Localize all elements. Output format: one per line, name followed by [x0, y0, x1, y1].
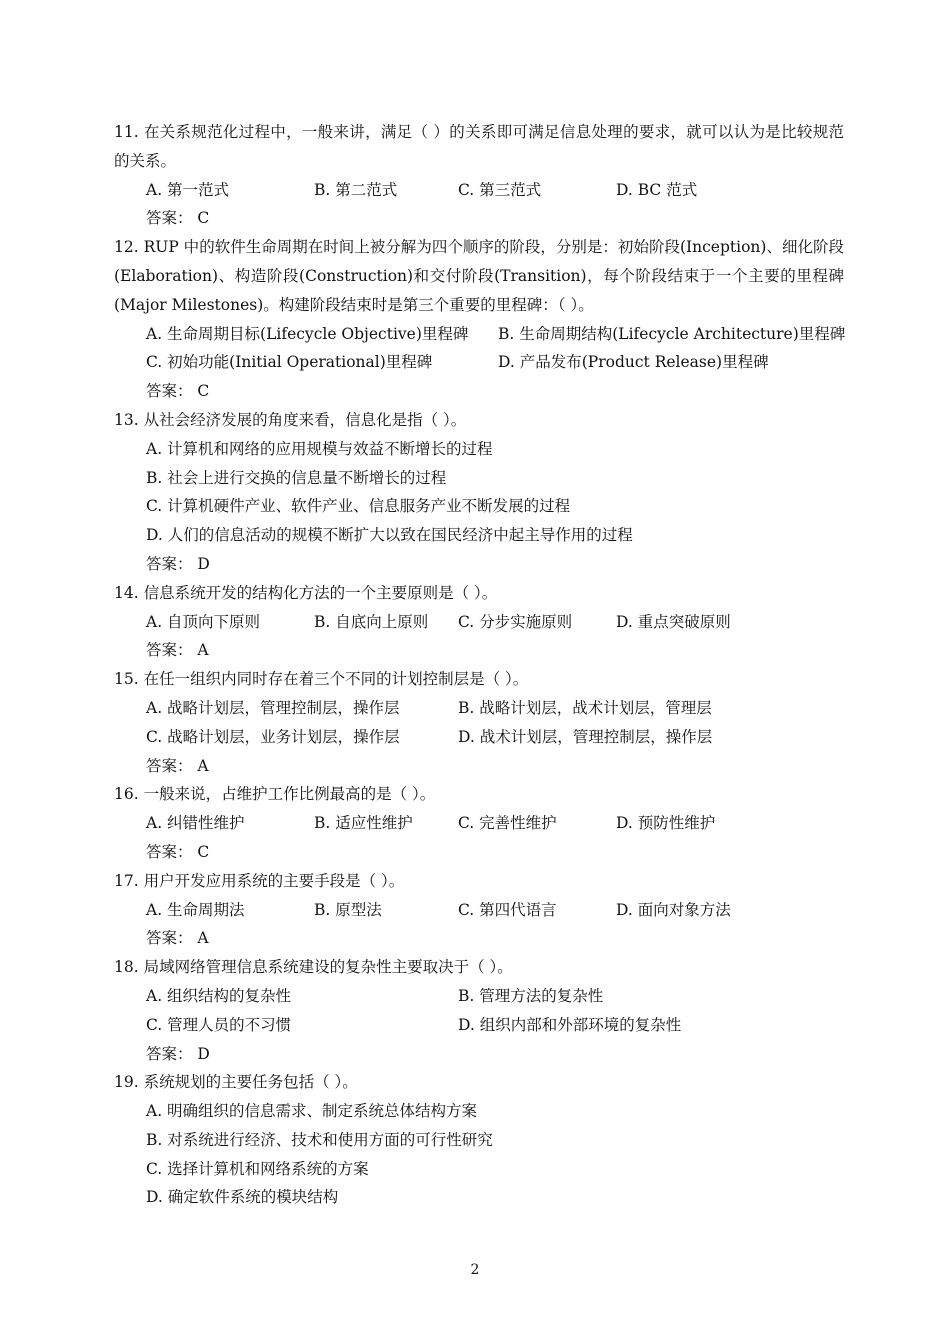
option-d: D. 人们的信息活动的规模不断扩大以致在国民经济中起主导作用的过程 [146, 526, 633, 545]
option-b: B. 自底向上原则 [314, 612, 429, 631]
option-b: B. 社会上进行交换的信息量不断增长的过程 [146, 468, 447, 487]
option-b: B. 原型法 [314, 900, 382, 919]
page-number: 2 [470, 1262, 480, 1278]
question-text: 14. 信息系统开发的结构化方法的一个主要原则是（ ）。 [114, 583, 498, 602]
question-18 [114, 953, 844, 1068]
option-c: C. 选择计算机和网络系统的方案 [146, 1159, 369, 1178]
answer: 答案： C [146, 382, 210, 401]
option-row [114, 896, 844, 925]
option-row [114, 694, 844, 723]
option-c: C. 分步实施原则 [458, 612, 573, 631]
question-text: 12. RUP 中的软件生命周期在时间上被分解为四个顺序的阶段，分别是：初始阶段(Inception)、细化阶段(Elaboration)、构造阶段(Construction)和交付阶段(Transition)，每个阶段结束于一个主要的里程碑(Major Milestones)。构建阶段结束时是第三个重要的里程碑：（ ）。 [114, 238, 844, 314]
question-17 [114, 867, 844, 953]
option-a: A. 第一范式 [146, 180, 230, 199]
option-d: D. 产品发布(Product Release)里程碑 [498, 353, 769, 372]
option-row [114, 723, 844, 752]
option-c: C. 战略计划层，业务计划层，操作层 [146, 727, 400, 746]
option-a: A. 自顶向下原则 [146, 612, 261, 631]
option-a: A. 战略计划层，管理控制层，操作层 [146, 698, 400, 717]
option-a: A. 生命周期目标(Lifecycle Objective)里程碑 [146, 324, 469, 343]
question-19 [114, 1068, 844, 1212]
answer: 答案： A [146, 641, 209, 660]
option-a: A. 组织结构的复杂性 [146, 986, 292, 1005]
option-c: C. 管理人员的不习惯 [146, 1015, 292, 1034]
answer: 答案： C [146, 842, 210, 861]
option-c: C. 初始功能(Initial Operational)里程碑 [146, 353, 433, 372]
option-row [114, 320, 844, 349]
answer: 答案： D [146, 1044, 210, 1063]
option-b: B. 对系统进行经济、技术和使用方面的可行性研究 [146, 1130, 493, 1149]
option-b: B. 适应性维护 [314, 814, 413, 833]
option-row [114, 1011, 844, 1040]
answer: 答案： C [146, 209, 210, 228]
option-c: C. 完善性维护 [458, 814, 557, 833]
option-b: B. 战略计划层，战术计划层，管理层 [458, 698, 712, 717]
question-11 [114, 118, 844, 233]
option-row [114, 809, 844, 838]
option-d: D. 预防性维护 [616, 814, 716, 833]
question-text: 16. 一般来说，占维护工作比例最高的是（ ）。 [114, 785, 436, 804]
answer: 答案： A [146, 929, 209, 948]
option-row [114, 348, 844, 377]
option-d: D. 面向对象方法 [616, 900, 731, 919]
option-b: B. 第二范式 [314, 180, 398, 199]
question-text: 18. 局域网络管理信息系统建设的复杂性主要取决于（ ）。 [114, 958, 513, 977]
option-row [114, 176, 844, 205]
option-a: A. 生命周期法 [146, 900, 245, 919]
option-d: D. 战术计划层，管理控制层，操作层 [458, 727, 713, 746]
question-text: 19. 系统规划的主要任务包括（ ）。 [114, 1073, 358, 1092]
answer: 答案： A [146, 756, 209, 775]
answer: 答案： D [146, 554, 210, 573]
question-text: 15. 在任一组织内同时存在着三个不同的计划控制层是（ ）。 [114, 670, 529, 689]
question-16 [114, 780, 844, 866]
option-d: D. 确定软件系统的模块结构 [146, 1188, 339, 1207]
option-c: C. 第四代语言 [458, 900, 557, 919]
option-a: A. 计算机和网络的应用规模与效益不断增长的过程 [146, 439, 493, 458]
question-15 [114, 665, 844, 780]
question-text: 17. 用户开发应用系统的主要手段是（ ）。 [114, 871, 405, 890]
option-b: B. 生命周期结构(Lifecycle Architecture)里程碑 [498, 324, 846, 343]
option-a: A. 纠错性维护 [146, 814, 245, 833]
option-row [114, 982, 844, 1011]
option-a: A. 明确组织的信息需求、制定系统总体结构方案 [146, 1102, 478, 1121]
question-12 [114, 233, 844, 406]
option-row [114, 608, 844, 637]
option-d: D. BC 范式 [616, 180, 698, 199]
question-text: 11. 在关系规范化过程中，一般来讲，满足（ ）的关系即可满足信息处理的要求，就可以认为是比较规范的关系。 [114, 123, 844, 170]
option-d: D. 组织内部和外部环境的复杂性 [458, 1015, 682, 1034]
question-13 [114, 406, 844, 579]
question-14 [114, 579, 844, 665]
question-list [114, 118, 844, 1212]
option-c: C. 第三范式 [458, 180, 542, 199]
option-c: C. 计算机硬件产业、软件产业、信息服务产业不断发展的过程 [146, 497, 571, 516]
option-b: B. 管理方法的复杂性 [458, 986, 604, 1005]
option-d: D. 重点突破原则 [616, 612, 731, 631]
question-text: 13. 从社会经济发展的角度来看，信息化是指（ ）。 [114, 410, 467, 429]
